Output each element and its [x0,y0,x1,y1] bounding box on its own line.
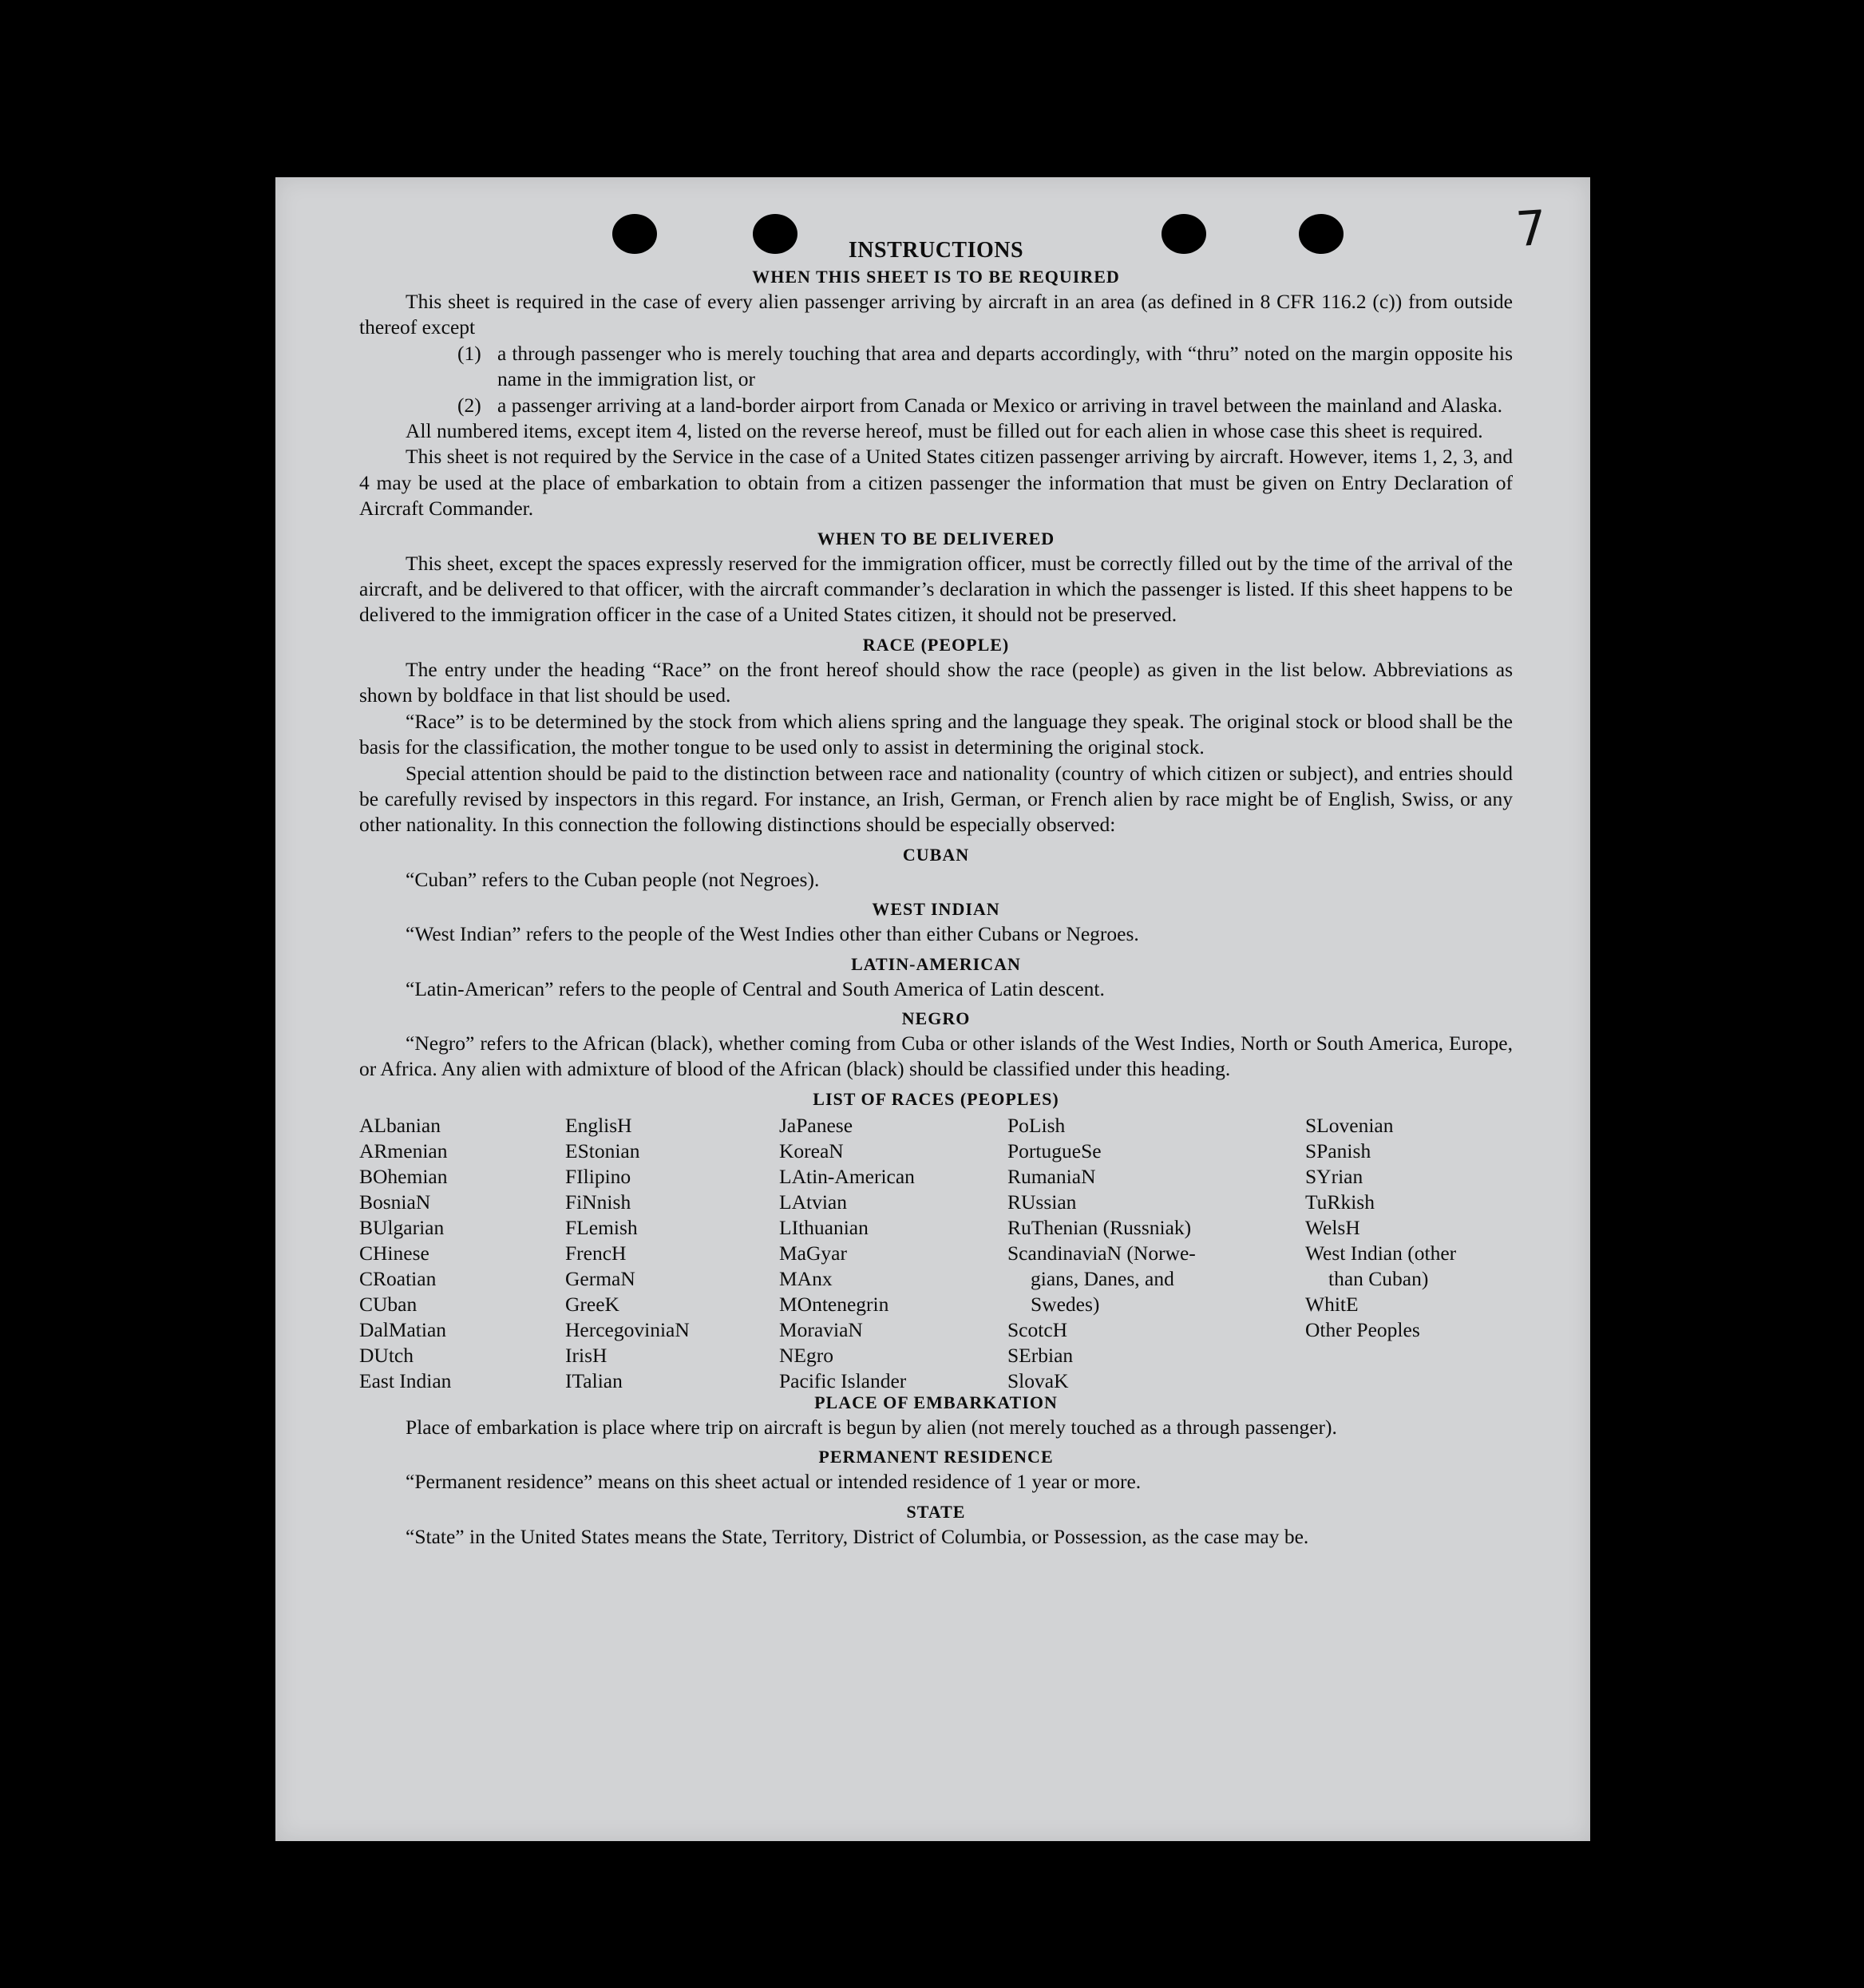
race-item: ScandinaviaN (Norwe- [1007,1241,1196,1265]
item-text: a through passenger who is merely touching that area and departs accordingly, with “thru” noted on the margin opposite his name in the immigration list, or [497,341,1513,391]
race-item: Pacific Islander [779,1368,907,1392]
paragraph-residence: “Permanent residence” means on this sheet actual or intended residence of 1 year or more. [406,1470,1142,1494]
race-item: PortugueSe [1007,1139,1102,1162]
race-item: LAtin-American [779,1164,915,1188]
section-heading-delivered: WHEN TO BE DELIVERED [817,528,1055,548]
race-item: CRoatian [359,1266,437,1290]
item-text: a passenger arriving at a land-border airport from Canada or Mexico or arriving in travel between the mainland and Alaska. [497,393,1502,417]
race-item: ARmenian [359,1139,448,1162]
race-item: GreeK [565,1292,619,1316]
exception-item-2 [359,393,1513,418]
race-item: LAtvian [779,1190,847,1214]
page-title: INSTRUCTIONS [848,238,1024,263]
race-item: KoreaN [779,1139,844,1162]
section-heading-state: STATE [906,1501,966,1522]
section-heading-cuban: CUBAN [902,844,970,865]
race-item: DUtch [359,1343,414,1367]
race-item: JaPanese [779,1113,853,1137]
race-item: FIlipino [565,1164,631,1188]
race-item: IrisH [565,1343,607,1367]
race-item: SPanish [1305,1139,1371,1162]
race-item: FiNnish [565,1190,631,1214]
race-item: TuRkish [1305,1190,1375,1214]
race-item: SLovenian [1305,1113,1394,1137]
paragraph-race-2: “Race” is to be determined by the stock from which aliens spring and the language they speak. The original stock or blood shall be the basis for the classification, the mother tongue to be used only to assist in determining the original stock. [359,709,1513,759]
section-heading-race: RACE (PEOPLE) [862,634,1010,655]
section-heading-residence: PERMANENT RESIDENCE [818,1447,1054,1467]
race-item: SYrian [1305,1164,1363,1188]
race-item: ITalian [565,1368,623,1392]
item-number: (1) [457,341,481,365]
race-item: BOhemian [359,1164,448,1188]
races-column-3 [779,1113,915,1394]
races-column-5 [1305,1113,1456,1343]
race-item: EnglisH [565,1113,632,1137]
race-item: FrencH [565,1241,627,1265]
race-item-continued: Swedes) [1031,1292,1100,1316]
race-item: BosniaN [359,1190,431,1214]
race-item: PoLish [1007,1113,1066,1137]
race-item: CHinese [359,1241,429,1265]
handwritten-page-number: 7 [1514,200,1549,259]
race-item: GermaN [565,1266,635,1290]
paragraph-race-1: The entry under the heading “Race” on the front hereof should show the race (people) as given in the list below. Abbreviations as shown by boldface in that list should be used. [359,657,1513,707]
races-column-1 [359,1113,451,1394]
paragraph-embarkation: Place of embarkation is place where trip on aircraft is begun by alien (not merely touched as a through passenger). [406,1415,1337,1439]
race-item: EStonian [565,1139,640,1162]
races-column-2 [565,1113,690,1394]
paragraph-race-3: Special attention should be paid to the distinction between race and nationality (country of which citizen or subject), and entries should be carefully revised by inspectors in this regard. For instance, an Irish, German, or French alien by race might be of English, Swiss, or any other nationality. In this connection the following distinctions should be especially observed: [359,761,1513,837]
section-heading-embarkation: PLACE OF EMBARKATION [814,1392,1058,1412]
paragraph-numbered-items: All numbered items, except item 4, listed on the reverse hereof, must be filled out for each alien in whose case this sheet is required. [406,419,1483,443]
race-item: ScotcH [1007,1317,1068,1341]
race-item: Other Peoples [1305,1317,1420,1341]
paragraph-latin-american: “Latin-American” refers to the people of Central and South America of Latin descent. [406,976,1105,1000]
race-item-continued: than Cuban) [1328,1266,1429,1290]
paragraph-delivered: This sheet, except the spaces expressly reserved for the immigration officer, must be correctly filled out by the time of the arrival of the aircraft, and be delivered to that officer, with the aircraft commander’s declaration in which the passenger is listed. If this sheet happens to be delivered to the immigration officer in the case of a United States citizen, it should not be preserved. [359,551,1513,627]
race-item: MOntenegrin [779,1292,889,1316]
race-item: West Indian (other [1305,1241,1457,1265]
race-item: FLemish [565,1215,638,1239]
race-item: DalMatian [359,1317,447,1341]
paragraph-negro: “Negro” refers to the African (black), whether coming from Cuba or other islands of the West Indies, North or South America, Europe, or Africa. Any alien with admixture of blood of the African (black) should be classified under this heading. [359,1031,1513,1081]
races-column-4 [1007,1113,1196,1394]
race-item: CUban [359,1292,418,1316]
race-item: RuThenian (Russniak) [1007,1215,1192,1239]
paragraph-west-indian: “West Indian” refers to the people of the West Indies other than either Cubans or Negroes. [406,922,1139,946]
race-item-continued: gians, Danes, and [1031,1266,1174,1290]
paragraph-cuban: “Cuban” refers to the Cuban people (not Negroes). [406,867,820,891]
section-heading-required: WHEN THIS SHEET IS TO BE REQUIRED [752,267,1120,287]
race-item: RumaniaN [1007,1164,1096,1188]
race-item: RUssian [1007,1190,1077,1214]
race-item: SlovaK [1007,1368,1069,1392]
document-page [275,177,1590,1841]
race-item: WelsH [1305,1215,1360,1239]
race-item: WhitE [1305,1292,1359,1316]
instructions-body [359,236,1513,1550]
race-item: MoraviaN [779,1317,863,1341]
race-item: MaGyar [779,1241,847,1265]
section-heading-list-of-races: LIST OF RACES (PEOPLES) [813,1088,1059,1109]
race-item: MAnx [779,1266,833,1290]
race-item: SErbian [1007,1343,1074,1367]
paragraph-citizen: This sheet is not required by the Service in the case of a United States citizen passenger arriving by aircraft. However, items 1, 2, 3, and 4 may be used at the place of embarkation to obtain from a citizen passenger the information that must be given on Entry Declaration of Aircraft Commander. [359,445,1513,521]
races-list [359,1113,1513,1392]
race-item: NEgro [779,1343,833,1367]
paragraph-state: “State” in the United States means the State, Territory, District of Columbia, or Possession, as the case may be. [406,1524,1309,1548]
section-heading-latin-american: LATIN-AMERICAN [851,953,1021,974]
exception-item-1 [359,341,1513,393]
race-item: ALbanian [359,1113,441,1137]
race-item: LIthuanian [779,1215,869,1239]
item-number: (2) [457,393,481,417]
section-heading-west-indian: WEST INDIAN [872,899,1000,920]
race-item: East Indian [359,1368,452,1392]
paragraph-required-intro: This sheet is required in the case of every alien passenger arriving by aircraft in an area (as defined in 8 CFR 116.2 (c)) from outside thereof except [359,290,1513,339]
race-item: BUlgarian [359,1215,445,1239]
section-heading-negro: NEGRO [901,1008,971,1028]
race-item: HercegoviniaN [565,1317,690,1341]
